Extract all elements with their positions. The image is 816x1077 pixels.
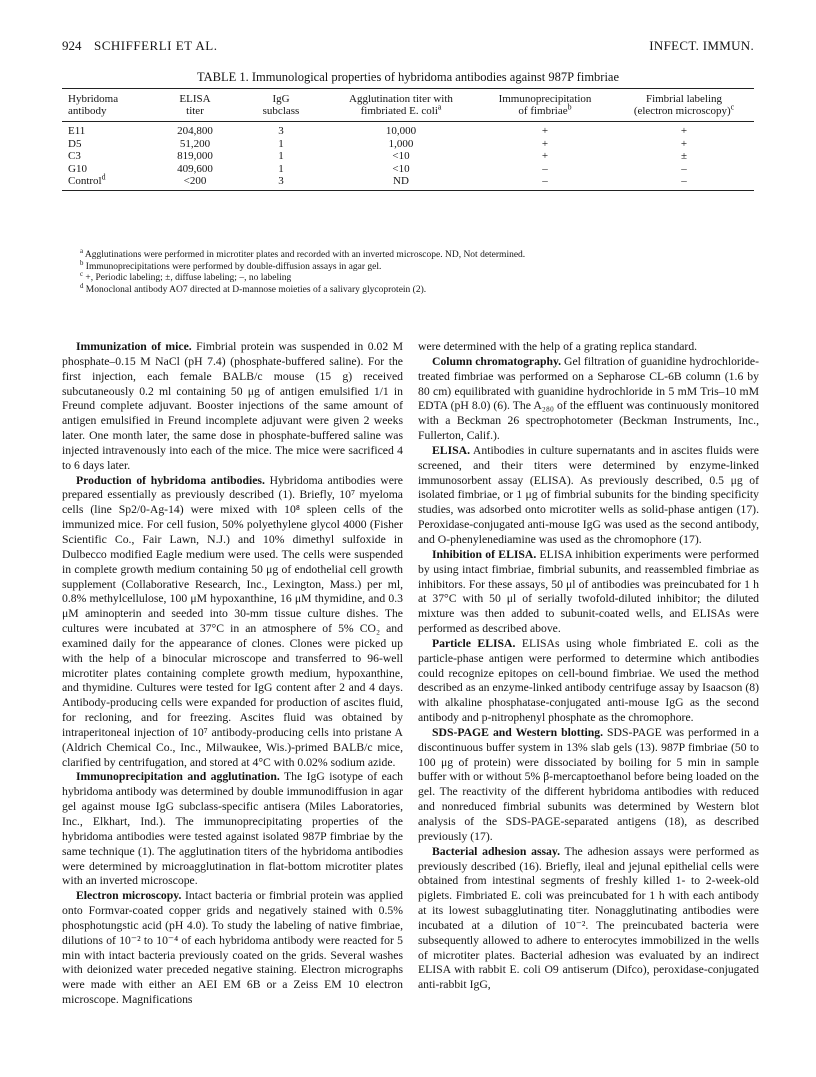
running-head xyxy=(62,38,754,56)
header-agglutination: Agglutination titer with fimbriated E. coli$^a$ xyxy=(326,89,476,122)
paragraph-particle-elisa: Particle ELISA. ELISAs using whole fimbriated E. coli as the particle-phase antigen were performed to determine which antibodies could recognize epitopes on cell-bound fimbriae. We used the method described as an enzyme-linked antibody centrifuge assay by Isaacson (8) with alkaline phosphatase-conjugated anti-mouse IgG as the second antibody and p-nitrophenyl phosphate as the chromophore. xyxy=(418,636,759,725)
header-igg: IgG subclass xyxy=(236,89,326,122)
paragraph-immunoprecipitation: Immunoprecipitation and agglutination. The IgG isotype of each hybridoma antibody was determined by double immunodiffusion in agar gel against mouse IgG subclass-specific antisera (Miles Laboratories, Inc., Elkhart, Ind.). The immunoprecipitating properties of the hybridoma antibodies were tested against isolated 987P fimbriae by the same technique (1). The agglutination titers of the hybridoma antibodies were determined by microagglutination in flat-bottom microtiter plates with an inverted microscope. xyxy=(62,770,403,888)
cell-igg: 3 xyxy=(236,175,326,190)
table-row xyxy=(62,163,754,176)
cell-agglutination: <10 xyxy=(392,150,410,162)
footnote: $^b$ Immunoprecipitations were performed by double-diffusion assays in agar gel. xyxy=(80,259,382,272)
properties-table xyxy=(62,88,754,191)
paragraph-column-chromatography: Column chromatography. Gel filtration of guanidine hydrochloride-treated fimbriae was performed on a Sepharose CL-6B column (1.6 by 80 cm) equilibrated with guanidine hydrochloride in 5 mM Tris–10 mM EDTA (pH 8.0) (6). The A₂₈₀ of the effluent was continuously monitored with a Beckman 26 spectrophotometer (Beckman Instruments, Inc., Fullerton, Calif.). xyxy=(418,354,759,443)
table-row xyxy=(62,175,754,190)
cell-labeling: + xyxy=(680,137,688,150)
header-immunoprecipitation: Immunoprecipitation of fimbriae$^b$ xyxy=(476,89,614,122)
cell-elisa: 51,200 xyxy=(179,137,211,150)
cell-igg: 3 xyxy=(278,125,284,137)
header-elisa: ELISA titer xyxy=(154,89,236,122)
paragraph-immunization: Immunization of mice. Fimbrial protein was suspended in 0.02 M phosphate–0.15 M NaCl (pH 7.4) (phosphate-buffered saline). For the first injection, each female BALB/c mouse (15 g) received subcutaneously 0.2 ml containing 50 μg of antigen emulsified 1/1 in Freund complete adjuvant. Booster injections of the same amount of antigen emulsified in Freund incomplete adjuvant were given 2 weeks later. One month later, the same dose in phosphate-buffered saline was injected intravenously into each of the mice. The mice were sacrificed 4 to 6 days later. xyxy=(62,340,404,472)
cell-immunoprecipitation: + xyxy=(541,150,549,162)
footnote: $^d$ Monoclonal antibody AO7 directed at D-mannose moieties of a salivary glycoprotein (2). xyxy=(80,282,427,295)
right-column xyxy=(418,340,759,993)
cell-agglutination: <10 xyxy=(392,162,410,175)
footnote: $^a$ Agglutinations were performed in microtiter plates and recorded with an inverted microscope. ND, Not determined. xyxy=(80,247,526,260)
cell-elisa: <200 xyxy=(154,175,236,190)
cell-antibody: Control$^d$ xyxy=(62,175,154,190)
cell-antibody: E11 xyxy=(68,125,86,137)
running-head-authors: SCHIFFERLI ET AL. xyxy=(94,38,218,53)
table-row xyxy=(62,150,754,163)
cell-labeling: + xyxy=(680,125,688,137)
cell-antibody: C3 xyxy=(68,150,81,162)
table-row xyxy=(62,122,754,138)
paragraph-elisa: ELISA. Antibodies in culture supernatants and in ascites fluids were screened, and their titers were determined by enzyme-linked immunosorbent assay (ELISA). As previously described, 0.5 μg of isolated fimbriae, or 1 μg of fimbrial subunits for the binding specificity studies, was adsorbed onto microtiter wells as solid-phase antigen (17). Peroxidase-conjugated anti-mouse IgG was used as the second antibody, and O-phenylenediamine was used as the chromophore (17). xyxy=(418,443,759,546)
cell-immunoprecipitation: + xyxy=(541,125,549,137)
left-column xyxy=(62,340,403,1008)
paragraph-elisa-inhibition: Inhibition of ELISA. ELISA inhibition experiments were performed by using intact fimbriae, fimbrial subunits, and reassembled fimbriae as inhibitors. For these assays, 50 μl of antibodies was preincubated for 1 h at 37°C with 50 μl of serially twofold-diluted inhibitor; the diluted mixture was then added to subunit-coated wells, and ELISAs were performed as described above. xyxy=(418,547,759,636)
cell-igg: 1 xyxy=(278,162,284,175)
cell-antibody: G10 xyxy=(68,162,87,175)
cell-agglutination: ND xyxy=(326,175,476,190)
cell-immunoprecipitation: – xyxy=(542,162,548,175)
page-number: 924 xyxy=(62,38,82,53)
header-fimbrial-labeling: Fimbrial labeling (electron microscopy)$^c$ xyxy=(614,89,754,122)
table-footnotes xyxy=(80,247,746,296)
cell-agglutination: 1,000 xyxy=(388,137,414,150)
cell-labeling: – xyxy=(681,162,687,175)
table-row xyxy=(62,138,754,151)
cell-elisa: 819,000 xyxy=(177,150,213,162)
paragraph-electron-microscopy: Electron microscopy. Intact bacteria or fimbrial protein was applied onto Formvar-coated copper grids and negatively stained with 0.5% phosphotungstic acid (pH 4.0). To study the labeling of native fimbriae, dilutions of 10⁻² to 10⁻⁴ of each hybridoma antibody were reacted for 5 min with intact bacteria previously coated on the grids. Several washes with deionized water preceded negative staining. Electron micrographs were made with either an AEI EM 6B or a Zeiss EM 10 electron microscope. Magnifications xyxy=(62,889,403,1007)
cell-igg: 1 xyxy=(278,150,284,162)
table-title: TABLE 1. Immunological properties of hybridoma antibodies against 987P fimbriae xyxy=(196,70,620,84)
running-head-journal: INFECT. IMMUN. xyxy=(649,38,754,53)
table-header-row xyxy=(62,89,754,122)
paragraph-adhesion-assay: Bacterial adhesion assay. The adhesion assays were performed as previously described (16). Briefly, ileal and jejunal epithelial cells were obtained from intestinal segments of freshly killed 1- to 2-week-old piglets. Fimbriated E. coli was preincubated for 1 h with each antibody at its lowest subagglutinating titer. Nonagglutinating antibodies were incubated at a dilution of 10⁻². The preincubated bacteria were subsequently allowed to adhere to enterocytes immobilized in the wells of microtiter plates. Bacterial adhesion was evaluated by an indirect ELISA with rabbit E. coli O9 antiserum (Difco), peroxidase-conjugated anti-rabbit IgG, xyxy=(418,844,759,992)
cell-labeling: – xyxy=(614,175,754,190)
footnote: $^c$ +, Periodic labeling; ±, diffuse labeling; –, no labeling xyxy=(80,270,292,283)
paragraph-sds-page: SDS-PAGE and Western blotting. SDS-PAGE was performed in a discontinuous buffer system in 13% slab gels (13). 987P fimbriae (50 to 100 μg of protein) were dissociated by boiling for 5 min in sample buffer with or without 5% β-mercaptoethanol before being loaded on the gel. The reactivity of the different hybridoma antibodies with reduced and nonreduced fimbrial subunits was determined by Western blot analysis of the SDS-PAGE-separated antigens (18), as described previously (17). xyxy=(418,725,759,843)
paragraph-continued: were determined with the help of a grating replica standard. xyxy=(418,340,698,353)
cell-immunoprecipitation: + xyxy=(541,137,549,150)
cell-elisa: 204,800 xyxy=(177,125,213,137)
paragraph-hybridoma-production: Production of hybridoma antibodies. Hybridoma antibodies were prepared essentially as previously described (1). Briefly, 10⁷ myeloma cells (line Sp2/0-Ag-14) were mixed with 10⁸ spleen cells of the immunized mice. For cell fusion, 50% polyethylene glycol 4000 (Fisher Scientific Co., Fair Lawn, N.J.) and 10% dimethyl sulfoxide in Dulbecco modified Eagle medium were used. The cells were suspended in complete growth medium containing 50 μg of endothelial cell growth supplement (Collaborative Research, Inc., Lexington, Mass.) per ml, 0.8% methylcellulose, 100 μM hypoxanthine, 16 μM thymidine, and 0.3 μM aminopterin and seeded into 30-mm tissue culture dishes. The cultures were incubated at 37°C in an atmosphere of 5% CO₂ and examined daily for the appearance of clones. Clones were picked up with the help of a binocular microscope and transferred to 96-well microtiter plates containing complete growth medium, hypoxanthine, and thymidine. Cultures were tested for IgG content after 2 and 4 days. Antibody-producing cells were expanded for production of ascites fluid, for recloning, and for freezing. Ascites fluid was obtained by intraperitoneal injection of 10⁷ antibody-producing cells into pristane A (Aldrich Chemical Co., Inc., Milwaukee, Wis.)-primed BALB/c mice, clarified by centrifugation, and stored at 4°C with 0.02% sodium azide. xyxy=(62,473,403,769)
header-hybridoma: Hybridoma antibody xyxy=(62,89,154,122)
cell-antibody: D5 xyxy=(68,137,82,150)
cell-labeling: ± xyxy=(680,150,688,162)
cell-igg: 1 xyxy=(278,137,284,150)
cell-agglutination: 10,000 xyxy=(385,125,417,137)
cell-immunoprecipitation: – xyxy=(476,175,614,190)
cell-elisa: 409,600 xyxy=(177,162,213,175)
